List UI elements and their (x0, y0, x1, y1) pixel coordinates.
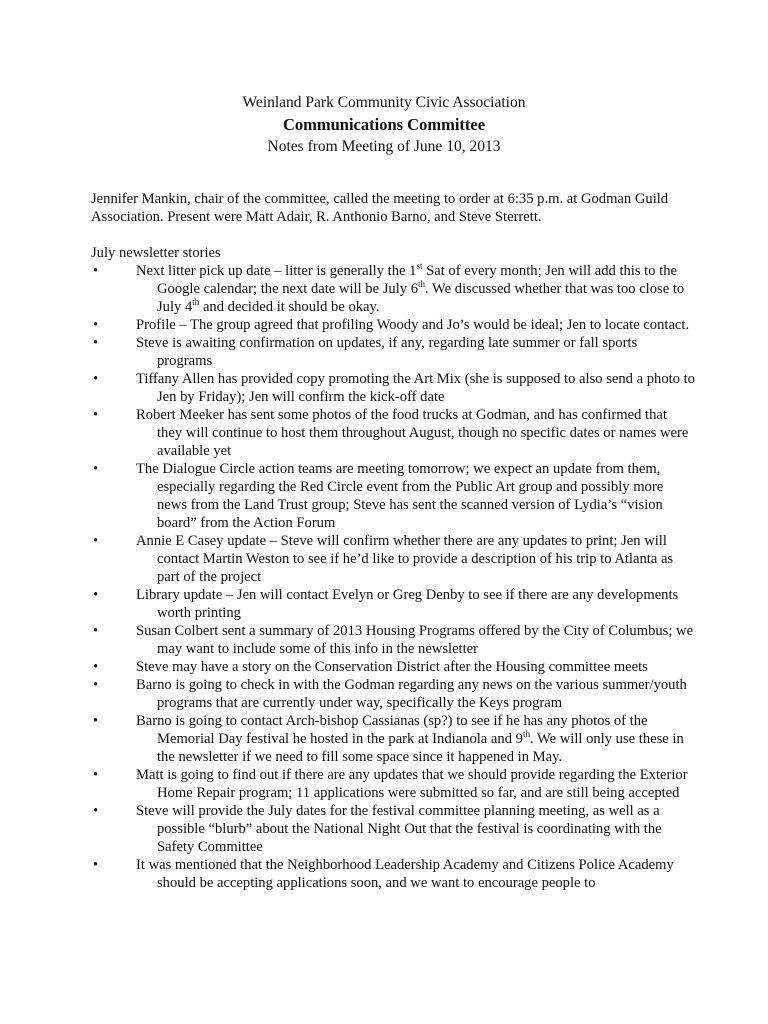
list-item-text: Steve may have a story on the Conservation District after the Housing committee meets (136, 659, 648, 675)
list-item-text: Library update – Jen will contact Evelyn or Greg Denby to see if there are any developments worth printing (136, 587, 679, 621)
bullet-icon: • (93, 803, 99, 819)
list-item-text: . We discussed whether that was too close to July 4 (157, 281, 685, 315)
list-item-text: Next litter pick up date – litter is generally the 1 (136, 263, 417, 279)
list-item (0, 406, 695, 460)
bullet-icon: • (93, 317, 99, 333)
list-item-text: Annie E Casey update – Steve will confirm whether there are any updates to print; Jen will contact Martin Weston to see if he’d like to provide a description of his trip to Atlanta as part of the project (136, 533, 674, 585)
list-item (0, 802, 695, 856)
list-item-text: Steve will provide the July dates for the festival committee planning meeting, as well as a possible “blurb” about the National Night Out that the festival is coordinating with the Safety Committee (136, 803, 662, 855)
list-item-text: The Dialogue Circle action teams are meeting tomorrow; we expect an update from them, especially regarding the Red Circle event from the Public Art group and possibly more news from the Land Trust group; Steve has sent the scanned version of Lydia’s “vision board” from the Action Forum (136, 461, 664, 531)
bullet-icon: • (93, 677, 99, 693)
bullet-icon: • (93, 587, 99, 603)
list-item (0, 712, 695, 766)
list-item-text: Steve is awaiting confirmation on updates, if any, regarding late summer or fall sports programs (136, 335, 638, 369)
bullet-icon: • (93, 533, 99, 549)
list-item-text: Robert Meeker has sent some photos of the food trucks at Godman, and has confirmed that they will continue to host them throughout August, though no specific dates or names were available yet (136, 407, 689, 459)
list-item-superscript: th (192, 297, 200, 308)
list-item-text: Barno is going to contact Arch-bishop Cassianas (sp?) to see if he has any photos of the Memorial Day festival he hosted in the park at Indianola and 9 (136, 713, 648, 747)
list-item (0, 622, 695, 658)
list-item (0, 856, 695, 892)
bullet-icon: • (93, 857, 99, 873)
bullet-icon: • (93, 335, 99, 351)
list-item (0, 460, 695, 532)
bullet-icon: • (93, 713, 99, 729)
list-item (0, 532, 695, 586)
list-item (0, 586, 695, 622)
bullet-icon: • (93, 461, 99, 477)
list-item (0, 676, 695, 712)
document-header (0, 92, 768, 158)
organization-name: Weinland Park Community Civic Association (242, 94, 526, 111)
list-item-text: . We will only use these in the newsletter if we need to fill some space since it happened in May. (157, 731, 684, 765)
list-item (0, 316, 695, 334)
list-item (0, 262, 695, 316)
list-item-superscript: st (416, 261, 423, 272)
list-item-text: Matt is going to find out if there are any updates that we should provide regarding the Exterior Home Repair program; 11 applications were submitted so far, and are still being accepted (136, 767, 688, 801)
list-item (0, 370, 695, 406)
list-item-superscript: th (522, 729, 530, 740)
bullet-icon: • (93, 407, 99, 423)
list-item (0, 334, 695, 370)
newsletter-story-list (0, 262, 768, 892)
section-title: July newsletter stories (91, 245, 221, 261)
list-item (0, 658, 695, 676)
list-item-text: It was mentioned that the Neighborhood Leadership Academy and Citizens Police Academy should be accepting applications soon, and we want to encourage people to (136, 857, 674, 891)
intro-paragraph: Jennifer Mankin, chair of the committee, called the meeting to order at 6:35 p.m. at Godman Guild Association. Present were Matt Adair, R. Anthonio Barno, and Steve Sterrett. (91, 191, 669, 226)
bullet-icon: • (93, 263, 99, 279)
bullet-icon: • (93, 659, 99, 675)
list-item-text: Susan Colbert sent a summary of 2013 Housing Programs offered by the City of Columbus; we may want to include some of this info in the newsletter (136, 623, 694, 657)
meeting-subtitle: Notes from Meeting of June 10, 2013 (267, 138, 501, 155)
list-item (0, 766, 695, 802)
list-item-text: Profile – The group agreed that profiling Woody and Jo’s would be ideal; Jen to locate contact. (136, 317, 690, 333)
list-item-text: Sat of every month; Jen will add this to the Google calendar; the next date will be July 6 (157, 263, 678, 297)
committee-title: Communications Committee (282, 115, 486, 134)
list-item-text: Barno is going to check in with the Godman regarding any news on the various summer/youth programs that are currently under way, specifically the Keys program (136, 677, 687, 711)
bullet-icon: • (93, 371, 99, 387)
bullet-icon: • (93, 767, 99, 783)
list-item-text: and decided it should be okay. (199, 299, 380, 315)
list-item-superscript: th (418, 279, 426, 290)
list-item-text: Tiffany Allen has provided copy promoting the Art Mix (she is supposed to also send a photo to Jen by Friday); Jen will confirm the kick-off date (136, 371, 695, 405)
bullet-icon: • (93, 623, 99, 639)
